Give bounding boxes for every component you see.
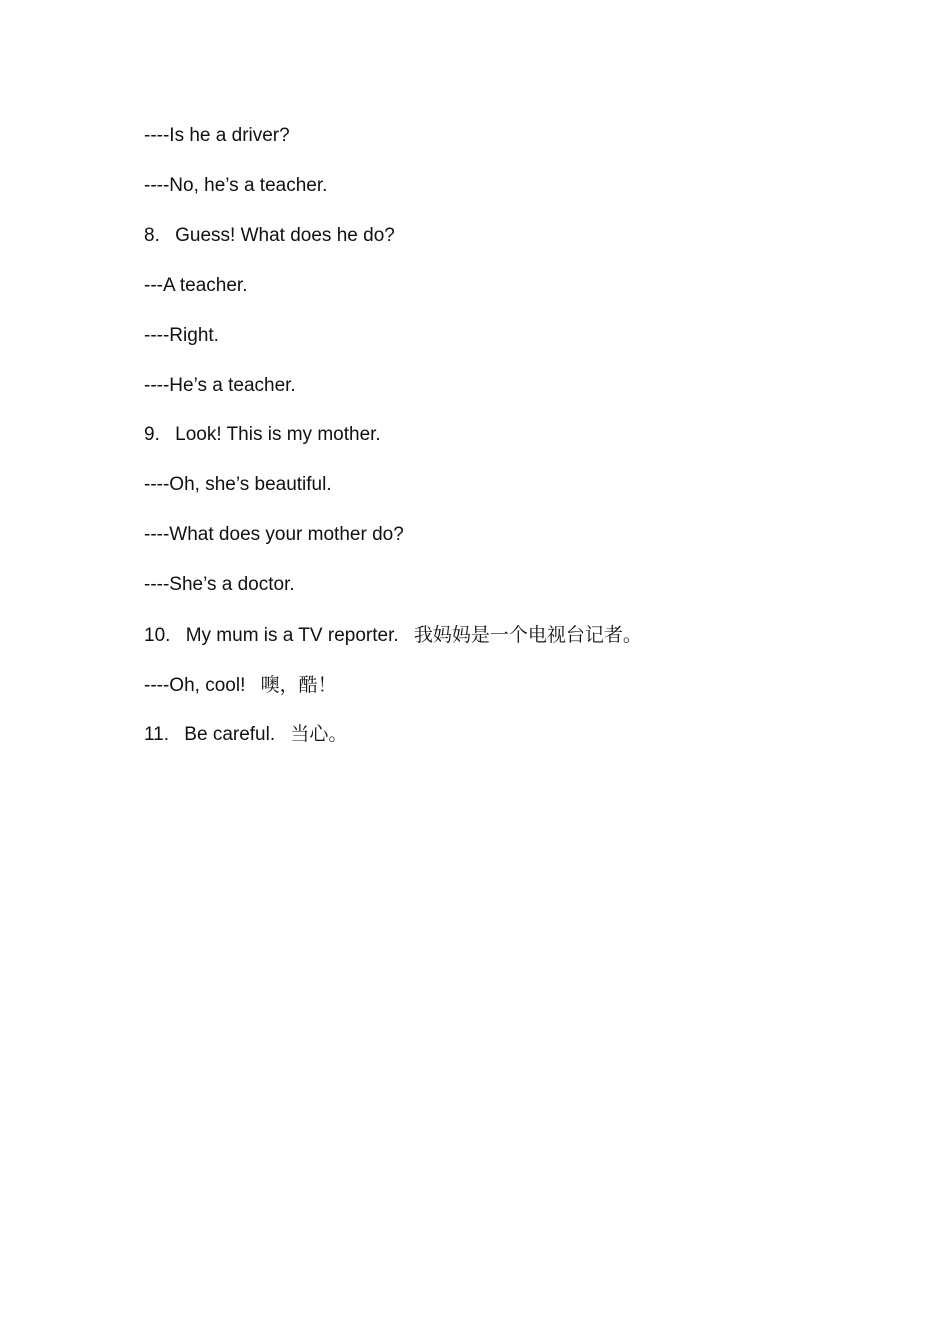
dialogue-line — [144, 472, 332, 498]
dialogue-line — [144, 522, 404, 548]
line-text: My mum is a TV reporter. — [185, 625, 399, 646]
line-translation: 噢，酷！ — [260, 674, 337, 696]
line-text: Guess! What does he do? — [175, 225, 395, 246]
numbered-line — [144, 422, 381, 448]
numbered-line — [144, 622, 642, 649]
line-text: ----Is he a driver? — [144, 125, 290, 146]
line-number: 8. — [144, 225, 160, 246]
line-text: ---A teacher. — [144, 275, 248, 296]
line-text: ----She’s a doctor. — [144, 574, 295, 595]
line-number: 10. — [144, 625, 171, 646]
dialogue-line — [144, 572, 295, 598]
line-text: ----No, he’s a teacher. — [144, 175, 328, 196]
dialogue-line — [144, 123, 290, 149]
line-text: ----Oh, she’s beautiful. — [144, 474, 332, 495]
line-translation: 我妈妈是一个电视台记者。 — [413, 624, 642, 646]
line-text: Be careful. — [184, 724, 276, 745]
dialogue-line — [144, 173, 327, 199]
dialogue-line — [144, 672, 337, 699]
numbered-line — [144, 721, 347, 748]
line-number: 9. — [144, 424, 160, 445]
line-text: ----He’s a teacher. — [144, 375, 296, 396]
line-text: ----Oh, cool! — [144, 675, 246, 696]
dialogue-line — [144, 373, 296, 399]
line-text: ----Right. — [144, 325, 219, 346]
numbered-line — [144, 223, 395, 249]
line-translation: 当心。 — [290, 723, 348, 745]
dialogue-line — [144, 273, 248, 299]
line-number: 11. — [144, 724, 170, 745]
line-text: ----What does your mother do? — [144, 524, 404, 545]
line-text: Look! This is my mother. — [175, 424, 381, 445]
dialogue-line — [144, 323, 219, 349]
